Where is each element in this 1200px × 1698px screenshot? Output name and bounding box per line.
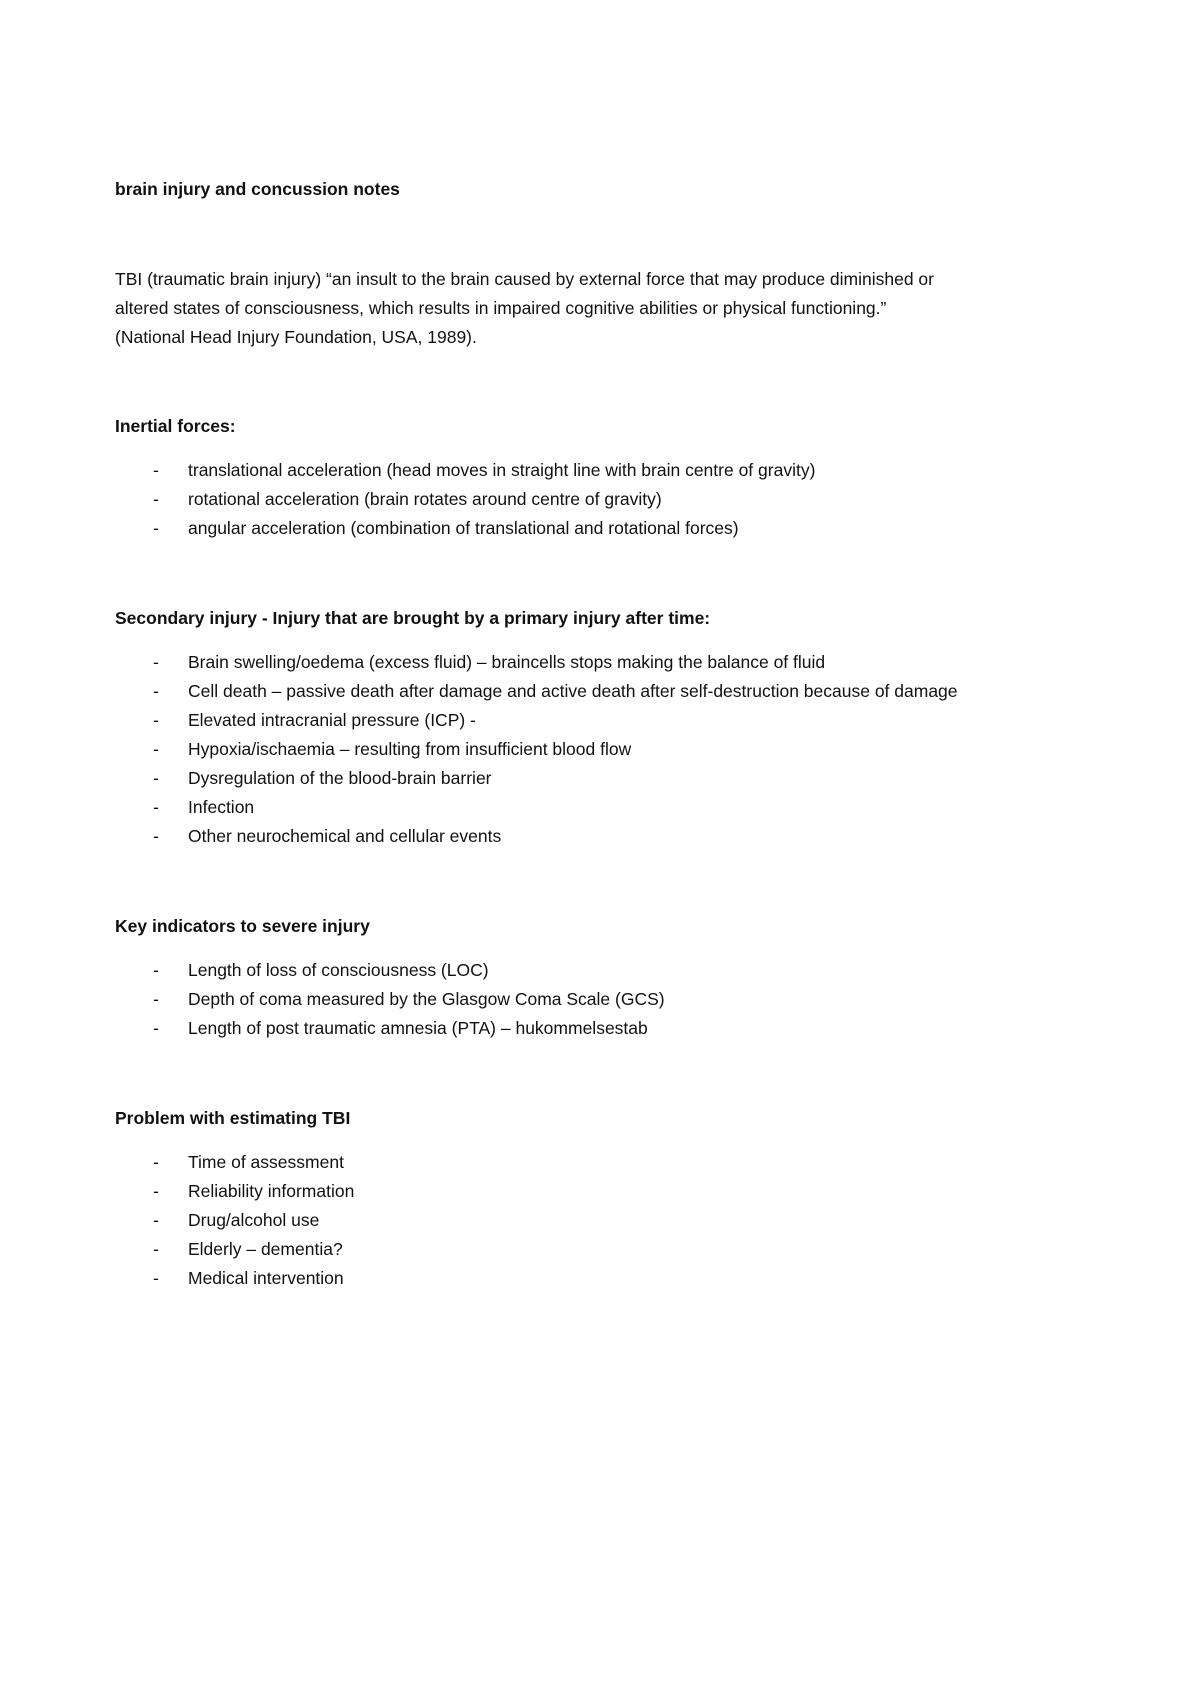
list-item: [115, 1014, 1115, 1043]
dash-bullet: -: [153, 768, 159, 788]
list-item: [115, 648, 1115, 677]
list-item-text: angular acceleration (combination of translational and rotational forces): [188, 518, 739, 538]
list-item: [115, 1177, 1115, 1206]
list-item: [115, 1264, 1115, 1293]
list-item: [115, 677, 1115, 706]
list-item: [115, 1235, 1115, 1264]
dash-bullet: -: [153, 826, 159, 846]
dash-bullet: -: [153, 1268, 159, 1288]
list-item-text: Depth of coma measured by the Glasgow Coma Scale (GCS): [188, 989, 665, 1009]
list-item: [115, 514, 1115, 543]
dash-bullet: -: [153, 739, 159, 759]
list-item: [115, 956, 1115, 985]
list-item: [115, 764, 1115, 793]
bullet-list: [115, 456, 1115, 543]
dash-bullet: -: [153, 1239, 159, 1259]
section-heading: Secondary injury - Injury that are brought by a primary injury after time:: [115, 608, 711, 628]
list-item-text: Length of post traumatic amnesia (PTA) – hukommelsestab: [188, 1018, 648, 1038]
section-heading: Problem with estimating TBI: [115, 1108, 351, 1128]
dash-bullet: -: [153, 960, 159, 980]
list-item: [115, 1206, 1115, 1235]
tbi-definition: [115, 265, 1115, 352]
section-key-indicators: [115, 912, 1115, 1043]
list-item-text: Medical intervention: [188, 1268, 344, 1288]
list-item: [115, 706, 1115, 735]
dash-bullet: -: [153, 460, 159, 480]
list-item-text: Other neurochemical and cellular events: [188, 826, 502, 846]
list-item: [115, 735, 1115, 764]
document-title: brain injury and concussion notes: [115, 179, 400, 199]
section-heading: Inertial forces:: [115, 416, 236, 436]
section-inertial-forces: [115, 412, 1115, 543]
list-item-text: Drug/alcohol use: [188, 1210, 320, 1230]
list-item: [115, 485, 1115, 514]
document-body: [115, 175, 1115, 1293]
list-item-text: Elevated intracranial pressure (ICP) -: [188, 710, 476, 730]
dash-bullet: -: [153, 797, 159, 817]
dash-bullet: -: [153, 652, 159, 672]
definition-citation: (National Head Injury Foundation, USA, 1989).: [115, 327, 477, 347]
dash-bullet: -: [153, 710, 159, 730]
dash-bullet: -: [153, 518, 159, 538]
dash-bullet: -: [153, 1210, 159, 1230]
dash-bullet: -: [153, 1018, 159, 1038]
dash-bullet: -: [153, 1181, 159, 1201]
list-item-text: translational acceleration (head moves in straight line with brain centre of gravity): [188, 460, 816, 480]
bullet-list: [115, 956, 1115, 1043]
list-item: [115, 793, 1115, 822]
bullet-list: [115, 648, 1115, 851]
dash-bullet: -: [153, 489, 159, 509]
list-item-text: Hypoxia/ischaemia – resulting from insufficient blood flow: [188, 739, 632, 759]
dash-bullet: -: [153, 681, 159, 701]
section-secondary-injury: [115, 604, 1115, 851]
list-item-text: rotational acceleration (brain rotates around centre of gravity): [188, 489, 662, 509]
dash-bullet: -: [153, 1152, 159, 1172]
list-item-text: Cell death – passive death after damage and active death after self-destruction because of damage: [188, 681, 958, 701]
list-item: [115, 1148, 1115, 1177]
list-item: [115, 456, 1115, 485]
dash-bullet: -: [153, 989, 159, 1009]
list-item: [115, 985, 1115, 1014]
list-item-text: Dysregulation of the blood-brain barrier: [188, 768, 492, 788]
list-item: [115, 822, 1115, 851]
section-problem-estimating: [115, 1104, 1115, 1293]
list-item-text: Infection: [188, 797, 255, 817]
list-item-text: Elderly – dementia?: [188, 1239, 343, 1259]
list-item-text: Brain swelling/oedema (excess fluid) – braincells stops making the balance of fluid: [188, 652, 826, 672]
definition-line: TBI (traumatic brain injury) “an insult to the brain caused by external force that may produce diminished or: [115, 269, 934, 289]
list-item-text: Length of loss of consciousness (LOC): [188, 960, 489, 980]
list-item-text: Reliability information: [188, 1181, 355, 1201]
bullet-list: [115, 1148, 1115, 1293]
list-item-text: Time of assessment: [188, 1152, 344, 1172]
definition-line: altered states of consciousness, which results in impaired cognitive abilities or physical functioning.”: [115, 298, 887, 318]
section-heading: Key indicators to severe injury: [115, 916, 370, 936]
